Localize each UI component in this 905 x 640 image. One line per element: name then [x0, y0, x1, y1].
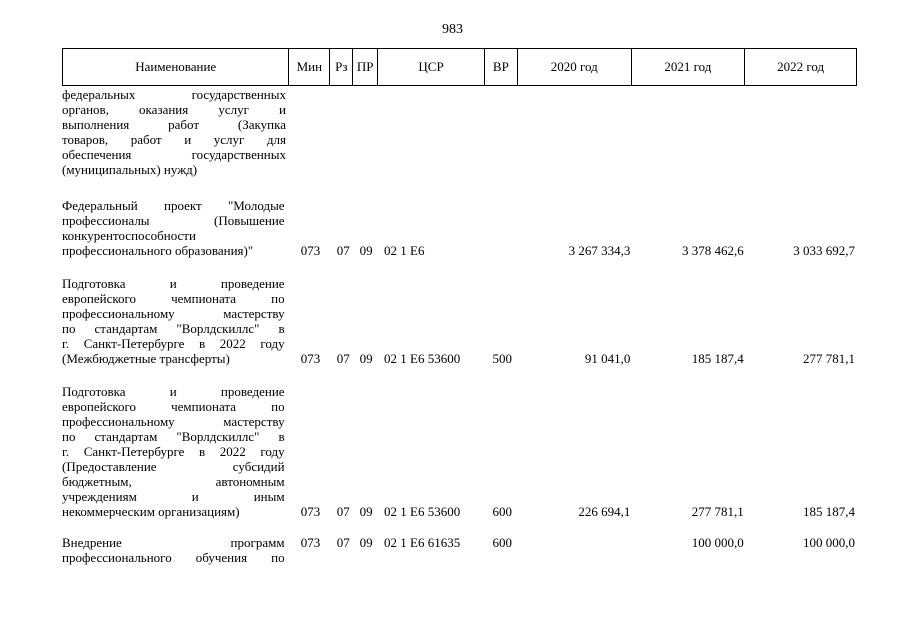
row-2022: 100 000,0	[803, 535, 855, 550]
row-name-line: некоммерческим организациям)	[62, 504, 240, 519]
row-vr: 600	[492, 504, 512, 519]
header-vr: ВР	[485, 49, 518, 85]
row-csr: 02 1 E6 61635	[384, 535, 461, 550]
row-name	[62, 384, 285, 519]
header-2021: 2021 год	[632, 49, 746, 85]
row-name-line: органов, оказания услуг и	[62, 102, 286, 117]
row-name-line: федеральных государственных	[62, 87, 286, 102]
row-name-line: товаров, работ и услуг для	[62, 132, 286, 147]
table-row	[62, 276, 857, 366]
header-name: Наименование	[63, 49, 289, 85]
row-name-line: европейского чемпионата по	[62, 399, 285, 414]
row-name-line: учреждениям и иным	[62, 489, 285, 504]
row-pr: 09	[359, 504, 373, 519]
row-2021: 277 781,1	[691, 504, 744, 519]
row-min: 073	[300, 535, 321, 550]
row-name	[62, 276, 285, 366]
row-min: 073	[300, 504, 321, 519]
header-min: Мин	[289, 49, 330, 85]
row-name-line: Подготовка и проведение	[62, 276, 285, 291]
table-row	[62, 198, 857, 258]
table-header	[62, 48, 857, 86]
row-name-line: профессионального образования)"	[62, 243, 254, 258]
header-rz: Рз	[330, 49, 353, 85]
row-2020: 91 041,0	[584, 351, 631, 366]
header-csr: ЦСР	[378, 49, 485, 85]
row-csr: 02 1 E6 53600	[384, 504, 461, 519]
row-pr: 09	[359, 243, 373, 258]
header-2020: 2020 год	[518, 49, 632, 85]
row-rz: 07	[336, 351, 350, 366]
row-name-line: профессиональному мастерству	[62, 414, 285, 429]
row-rz: 07	[336, 243, 350, 258]
row-name-line: г. Санкт-Петербурге в 2022 году	[62, 336, 285, 351]
row-pr: 09	[359, 535, 373, 550]
row-name-line: (муниципальных) нужд)	[62, 162, 198, 177]
row-name-line: профессиональному мастерству	[62, 306, 285, 321]
header-2022: 2022 год	[777, 59, 825, 74]
table-row	[62, 87, 857, 177]
page-number: 983	[442, 22, 463, 37]
row-name-line: (Предоставление субсидий	[62, 459, 285, 474]
row-name-line: профессионалы (Повышение	[62, 213, 285, 228]
row-name-line: Федеральный проект "Молодые	[62, 198, 285, 213]
row-rz: 07	[336, 504, 350, 519]
row-name	[62, 87, 286, 177]
row-2022: 3 033 692,7	[793, 243, 855, 258]
row-name-line: профессионального обучения по	[62, 550, 285, 565]
row-name-line: обеспечения государственных	[62, 147, 286, 162]
row-2021: 3 378 462,6	[681, 243, 744, 258]
row-vr: 500	[492, 351, 512, 366]
row-2021: 100 000,0	[691, 535, 744, 550]
row-2020	[518, 535, 630, 565]
row-name-line: Внедрение программ	[62, 535, 285, 550]
row-name-line: выполнения работ (Закупка	[62, 117, 286, 132]
row-name	[62, 535, 285, 565]
row-rz: 07	[336, 535, 350, 550]
header-pr: ПР	[353, 49, 378, 85]
row-name-line: г. Санкт-Петербурге в 2022 году	[62, 444, 285, 459]
row-2022: 277 781,1	[803, 351, 855, 366]
row-2020: 226 694,1	[578, 504, 631, 519]
row-vr	[486, 198, 518, 258]
row-2022: 185 187,4	[803, 504, 855, 519]
row-name	[62, 198, 285, 258]
row-2021: 185 187,4	[691, 351, 744, 366]
row-vr: 600	[492, 535, 512, 550]
row-min: 073	[300, 351, 321, 366]
table-row	[62, 535, 857, 565]
row-pr: 09	[359, 351, 373, 366]
row-2020: 3 267 334,3	[568, 243, 631, 258]
row-csr: 02 1 E6	[384, 243, 425, 258]
row-name-line: европейского чемпионата по	[62, 291, 285, 306]
row-min: 073	[300, 243, 321, 258]
row-name-line: по стандартам "Ворлдскиллс" в	[62, 429, 285, 444]
table-body	[62, 86, 857, 565]
row-name-line: Подготовка и проведение	[62, 384, 285, 399]
row-name-line: по стандартам "Ворлдскиллс" в	[62, 321, 285, 336]
row-name-line: (Межбюджетные трансферты)	[62, 351, 230, 366]
table-row	[62, 384, 857, 519]
row-name-line: бюджетным, автономным	[62, 474, 285, 489]
row-csr: 02 1 E6 53600	[384, 351, 461, 366]
row-name-line: конкурентоспособности	[62, 228, 196, 243]
